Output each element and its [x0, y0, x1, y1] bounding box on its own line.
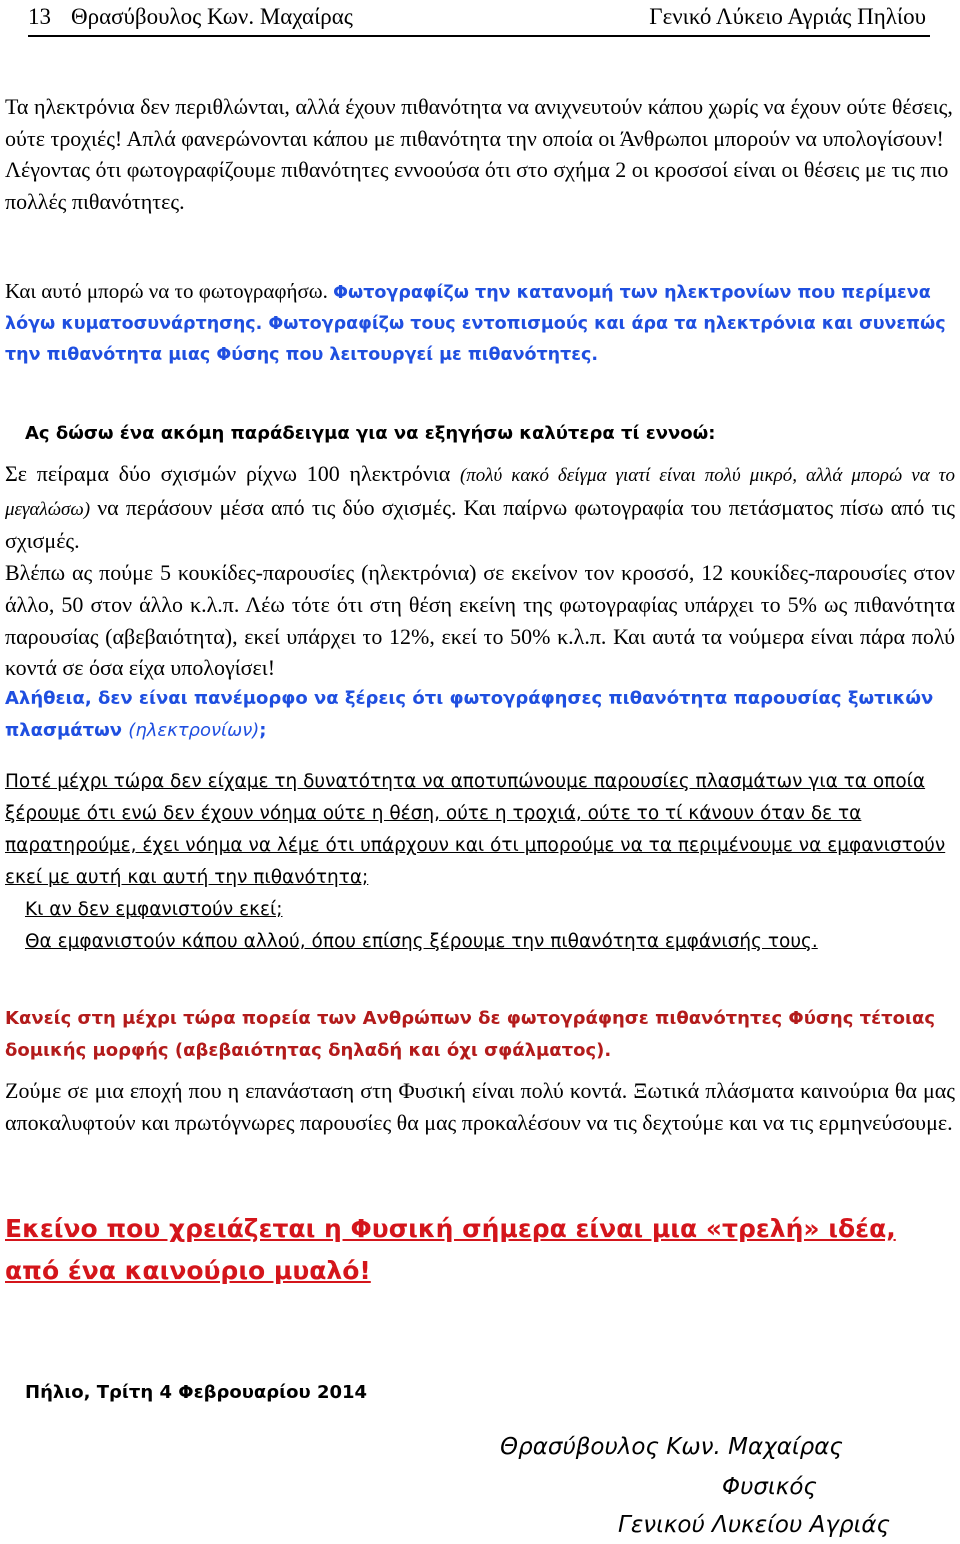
example-heading: Ας δώσω ένα ακόμη παράδειγμα για να εξηγήσω καλύτερα τί εννοώ:: [25, 423, 716, 444]
experiment-italic-note: (πολύ κακό δείγμα γιατί είναι πολύ μικρό, αλλά μπορώ να το μεγαλώσω): [5, 465, 955, 520]
page-header: [28, 2, 930, 37]
paragraph-photograph: [5, 276, 955, 371]
experiment-text-a: Σε πείραμα δύο σχισμών ρίχνω 100 ηλεκτρόνια: [5, 461, 460, 486]
never-before-question: Κι αν δεν εμφανιστούν εκεί;: [25, 899, 283, 920]
wonder-bold: Αλήθεια, δεν είναι πανέμορφο να ξέρεις ότι φωτογράφησες πιθανότητα παρουσίας ξωτικών πλασμάτων: [5, 688, 934, 741]
signature-name: Θρασύβουλος Κων. Μαχαίρας: [500, 1434, 843, 1460]
paragraph-revolution: Ζούμε σε μια εποχή που η επανάσταση στη Φυσική είναι πολύ κοντά. Ξωτικά πλάσματα καινούρια θα μας αποκαλυφτούν και πρωτόγνωρες παρουσίες θα μας προκαλέσουν να τις δεχτούμε και να τις ερμηνεύσουμε.: [5, 1078, 955, 1135]
signature-school: Γενικού Λυκείου Αγριάς: [618, 1512, 891, 1538]
paragraph-photograph-blue: Φωτογραφίζω την κατανομή των ηλεκτρονίων που περίμενα λόγω κυματοσυνάρτησης. Φωτογραφίζω τους εντοπισμούς και άρα τα ηλεκτρόνια και συνεπώς την πιθανότητα μιας Φύσης που λειτουργεί με πιθανότητες.: [5, 283, 946, 365]
paragraph-wonder: [5, 683, 955, 747]
signature-role: Φυσικός: [722, 1474, 817, 1500]
paragraph-experiment: [5, 458, 955, 684]
experiment-text-b: να περάσουν μέσα από τις δύο σχισμές. Και παίρνω φωτογραφία του πετάσματος πίσω από τις σχισμές.: [5, 494, 955, 554]
paragraph-never-before: [5, 766, 955, 958]
never-before-main: Ποτέ μέχρι τώρα δεν είχαμε τη δυνατότητα να αποτυπώνουμε παρουσίες πλασμάτων για τα οποία ξέρουμε ότι ενώ δεν έχουν νόημα ούτε η θέση, ούτε η τροχιά, ούτε το τί κάνουν όταν δε τα παρατηρούμε, έχει νόημα να λέμε ότι υπάρχουν και ότι μπορούμε να τα περιμένουμε να εμφανιστούν εκεί με αυτή και αυτή την πιθανότητα;: [5, 771, 946, 888]
header-school: Γενικό Λύκειο Αγριάς Πηλίου: [649, 4, 926, 29]
dateline: Πήλιο, Τρίτη 4 Φεβρουαρίου 2014: [25, 1382, 368, 1403]
page-number: 13: [28, 4, 51, 29]
paragraph-nobody: Κανείς στη μέχρι τώρα πορεία των Ανθρώπων δε φωτογράφησε πιθανότητες Φύσης τέτοιας δομικής μορφής (αβεβαιότητας δηλαδή και όχι σφάλματος).: [5, 1008, 936, 1061]
wonder-italic: (ηλεκτρονίων): [128, 720, 260, 741]
paragraph-crazy-idea: Εκείνο που χρειάζεται η Φυσική σήμερα είναι μια «τρελή» ιδέα, από ένα καινούριο μυαλό!: [5, 1214, 896, 1285]
wonder-end: ;: [259, 720, 267, 741]
never-before-answer: Θα εμφανιστούν κάπου αλλού, όπου επίσης ξέρουμε την πιθανότητα εμφάνισής τους.: [25, 931, 818, 952]
experiment-text-c: Βλέπω ας πούμε 5 κουκίδες-παρουσίες (ηλεκτρόνια) σε εκείνον τον κροσσό, 12 κουκίδες-παρουσίες στον άλλο, 50 στον άλλο κ.λ.π. Λέω τότε ότι στη θέση εκείνη της φωτογραφίας υπάρχει το 5% ως πιθανότητα παρουσίας (αβεβαιότητα), εκεί υπάρχει το 12%, εκεί το 50% κ.λ.π. Και αυτά τα νούμερα είναι πάρα πολύ κοντά σε όσα είχα υπολογίσει!: [5, 560, 955, 681]
header-author: Θρασύβουλος Κων. Μαχαίρας: [71, 4, 353, 29]
paragraph-photograph-plain: Και αυτό μπορώ να το φωτογραφήσω.: [5, 279, 334, 303]
paragraph-electrons: Τα ηλεκτρόνια δεν περιθλώνται, αλλά έχουν πιθανότητα να ανιχνευτούν κάπου χωρίς να έχουν ούτε θέσεις, ούτε τροχιές! Απλά φανερώνονται κάπου με πιθανότητα την οποία οι Άνθρωποι μπορούν να υπολογίσουν! Λέγοντας ότι φωτογραφίζουμε πιθανότητες εννοούσα ότι στο σχήμα 2 οι κροσσοί είναι οι θέσεις με τις πιο πολλές πιθανότητες.: [5, 94, 953, 214]
